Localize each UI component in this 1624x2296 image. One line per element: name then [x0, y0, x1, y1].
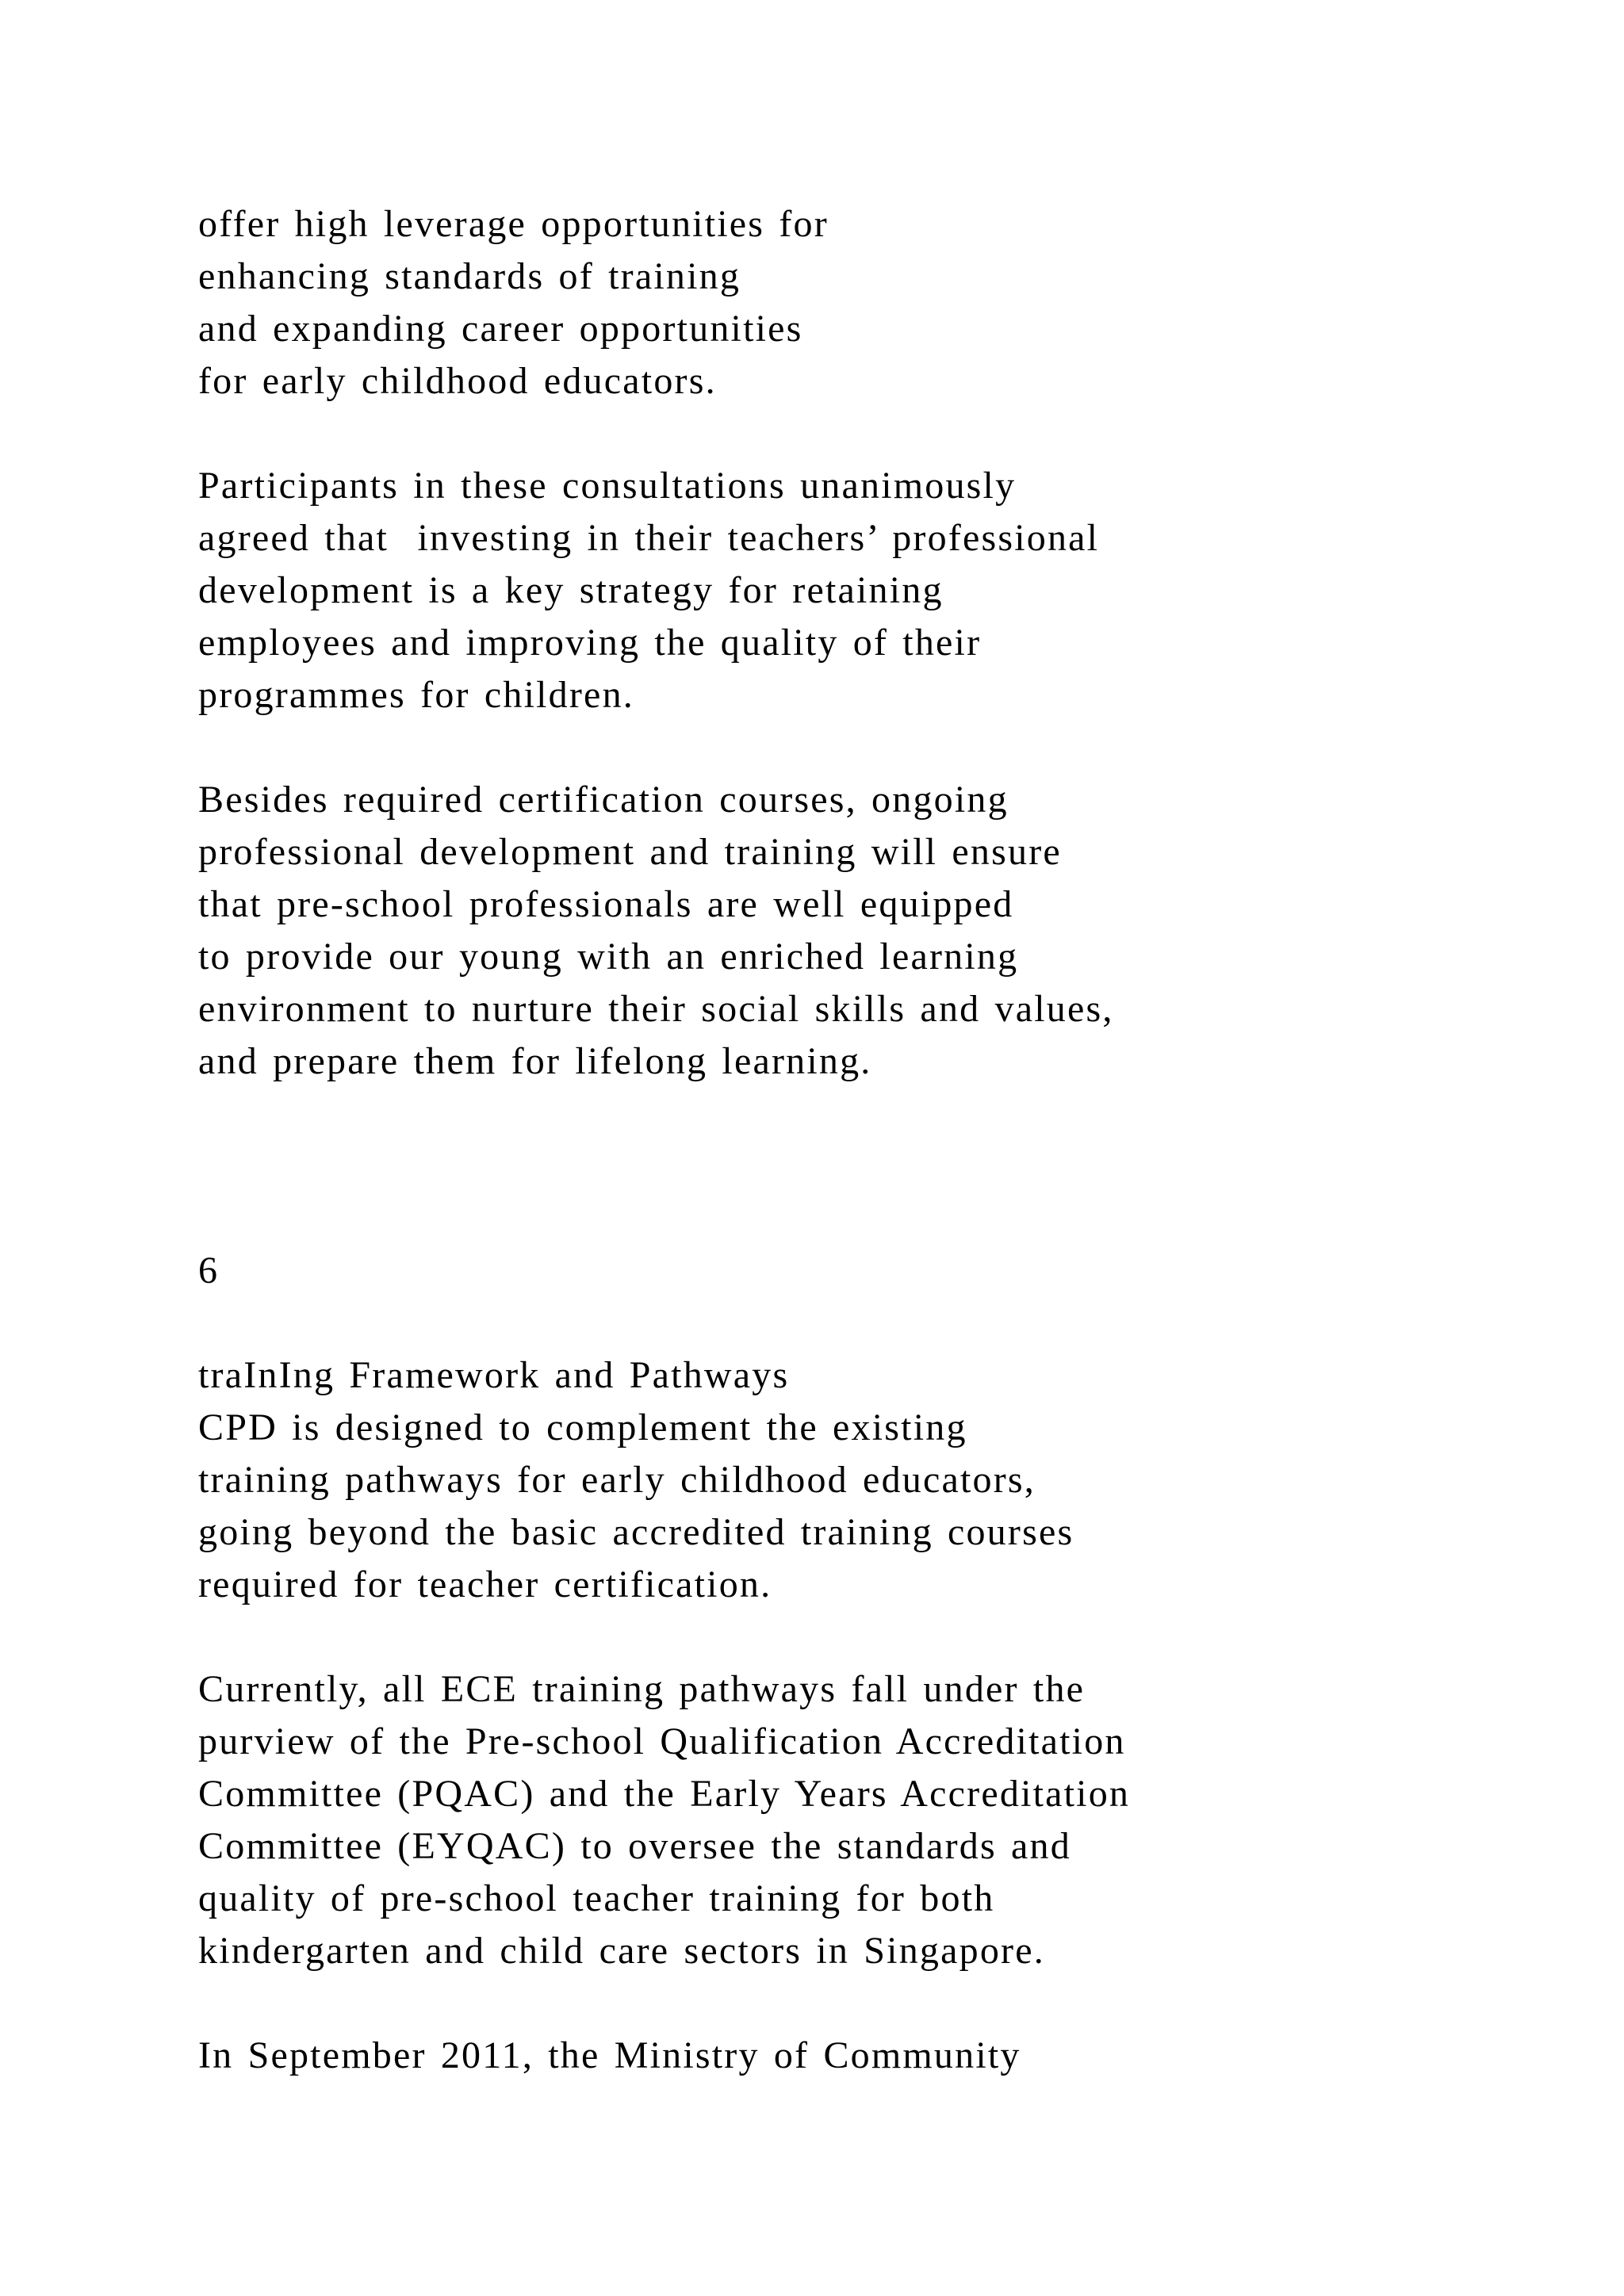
text-line: purview of the Pre-school Qualification Accreditation [198, 1720, 1126, 1762]
text-line: Besides required certification courses, ongoing [198, 779, 1009, 821]
text-line: and prepare them for lifelong learning. [198, 1040, 872, 1082]
text-line: to provide our young with an enriched learning [198, 936, 1019, 978]
page-number: 6 [198, 1249, 220, 1292]
text-line: CPD is designed to complement the existing [198, 1406, 967, 1448]
text-line: development is a key strategy for retaining [198, 569, 944, 611]
text-line: for early childhood educators. [198, 360, 717, 402]
text-line: programmes for children. [198, 674, 634, 716]
text-line: enhancing standards of training [198, 255, 741, 297]
text-line: environment to nurture their social skills and values, [198, 988, 1114, 1030]
text-line: Currently, all ECE training pathways fall under the [198, 1668, 1086, 1710]
text-line: Participants in these consultations unanimously [198, 465, 1017, 507]
text-line: agreed that investing in their teachers’ professional [198, 517, 1100, 559]
text-line: going beyond the basic accredited training courses [198, 1511, 1074, 1553]
text-line: quality of pre-school teacher training for both [198, 1877, 995, 1919]
text-line: that pre-school professionals are well equipped [198, 883, 1014, 925]
section-heading: traInIng Framework and Pathways [198, 1354, 790, 1396]
text-line: training pathways for early childhood educators, [198, 1459, 1036, 1501]
text-line: employees and improving the quality of their [198, 622, 982, 664]
text-line: and expanding career opportunities [198, 308, 803, 350]
text-line: professional development and training will ensure [198, 831, 1062, 873]
text-line: offer high leverage opportunities for [198, 203, 829, 245]
text-line: In September 2011, the Ministry of Community [198, 2034, 1021, 2076]
text-line: required for teacher certification. [198, 1563, 772, 1605]
text-line: Committee (PQAC) and the Early Years Accreditation [198, 1773, 1131, 1815]
text-line: kindergarten and child care sectors in Singapore. [198, 1930, 1045, 1972]
text-line: Committee (EYQAC) to oversee the standards and [198, 1825, 1071, 1867]
